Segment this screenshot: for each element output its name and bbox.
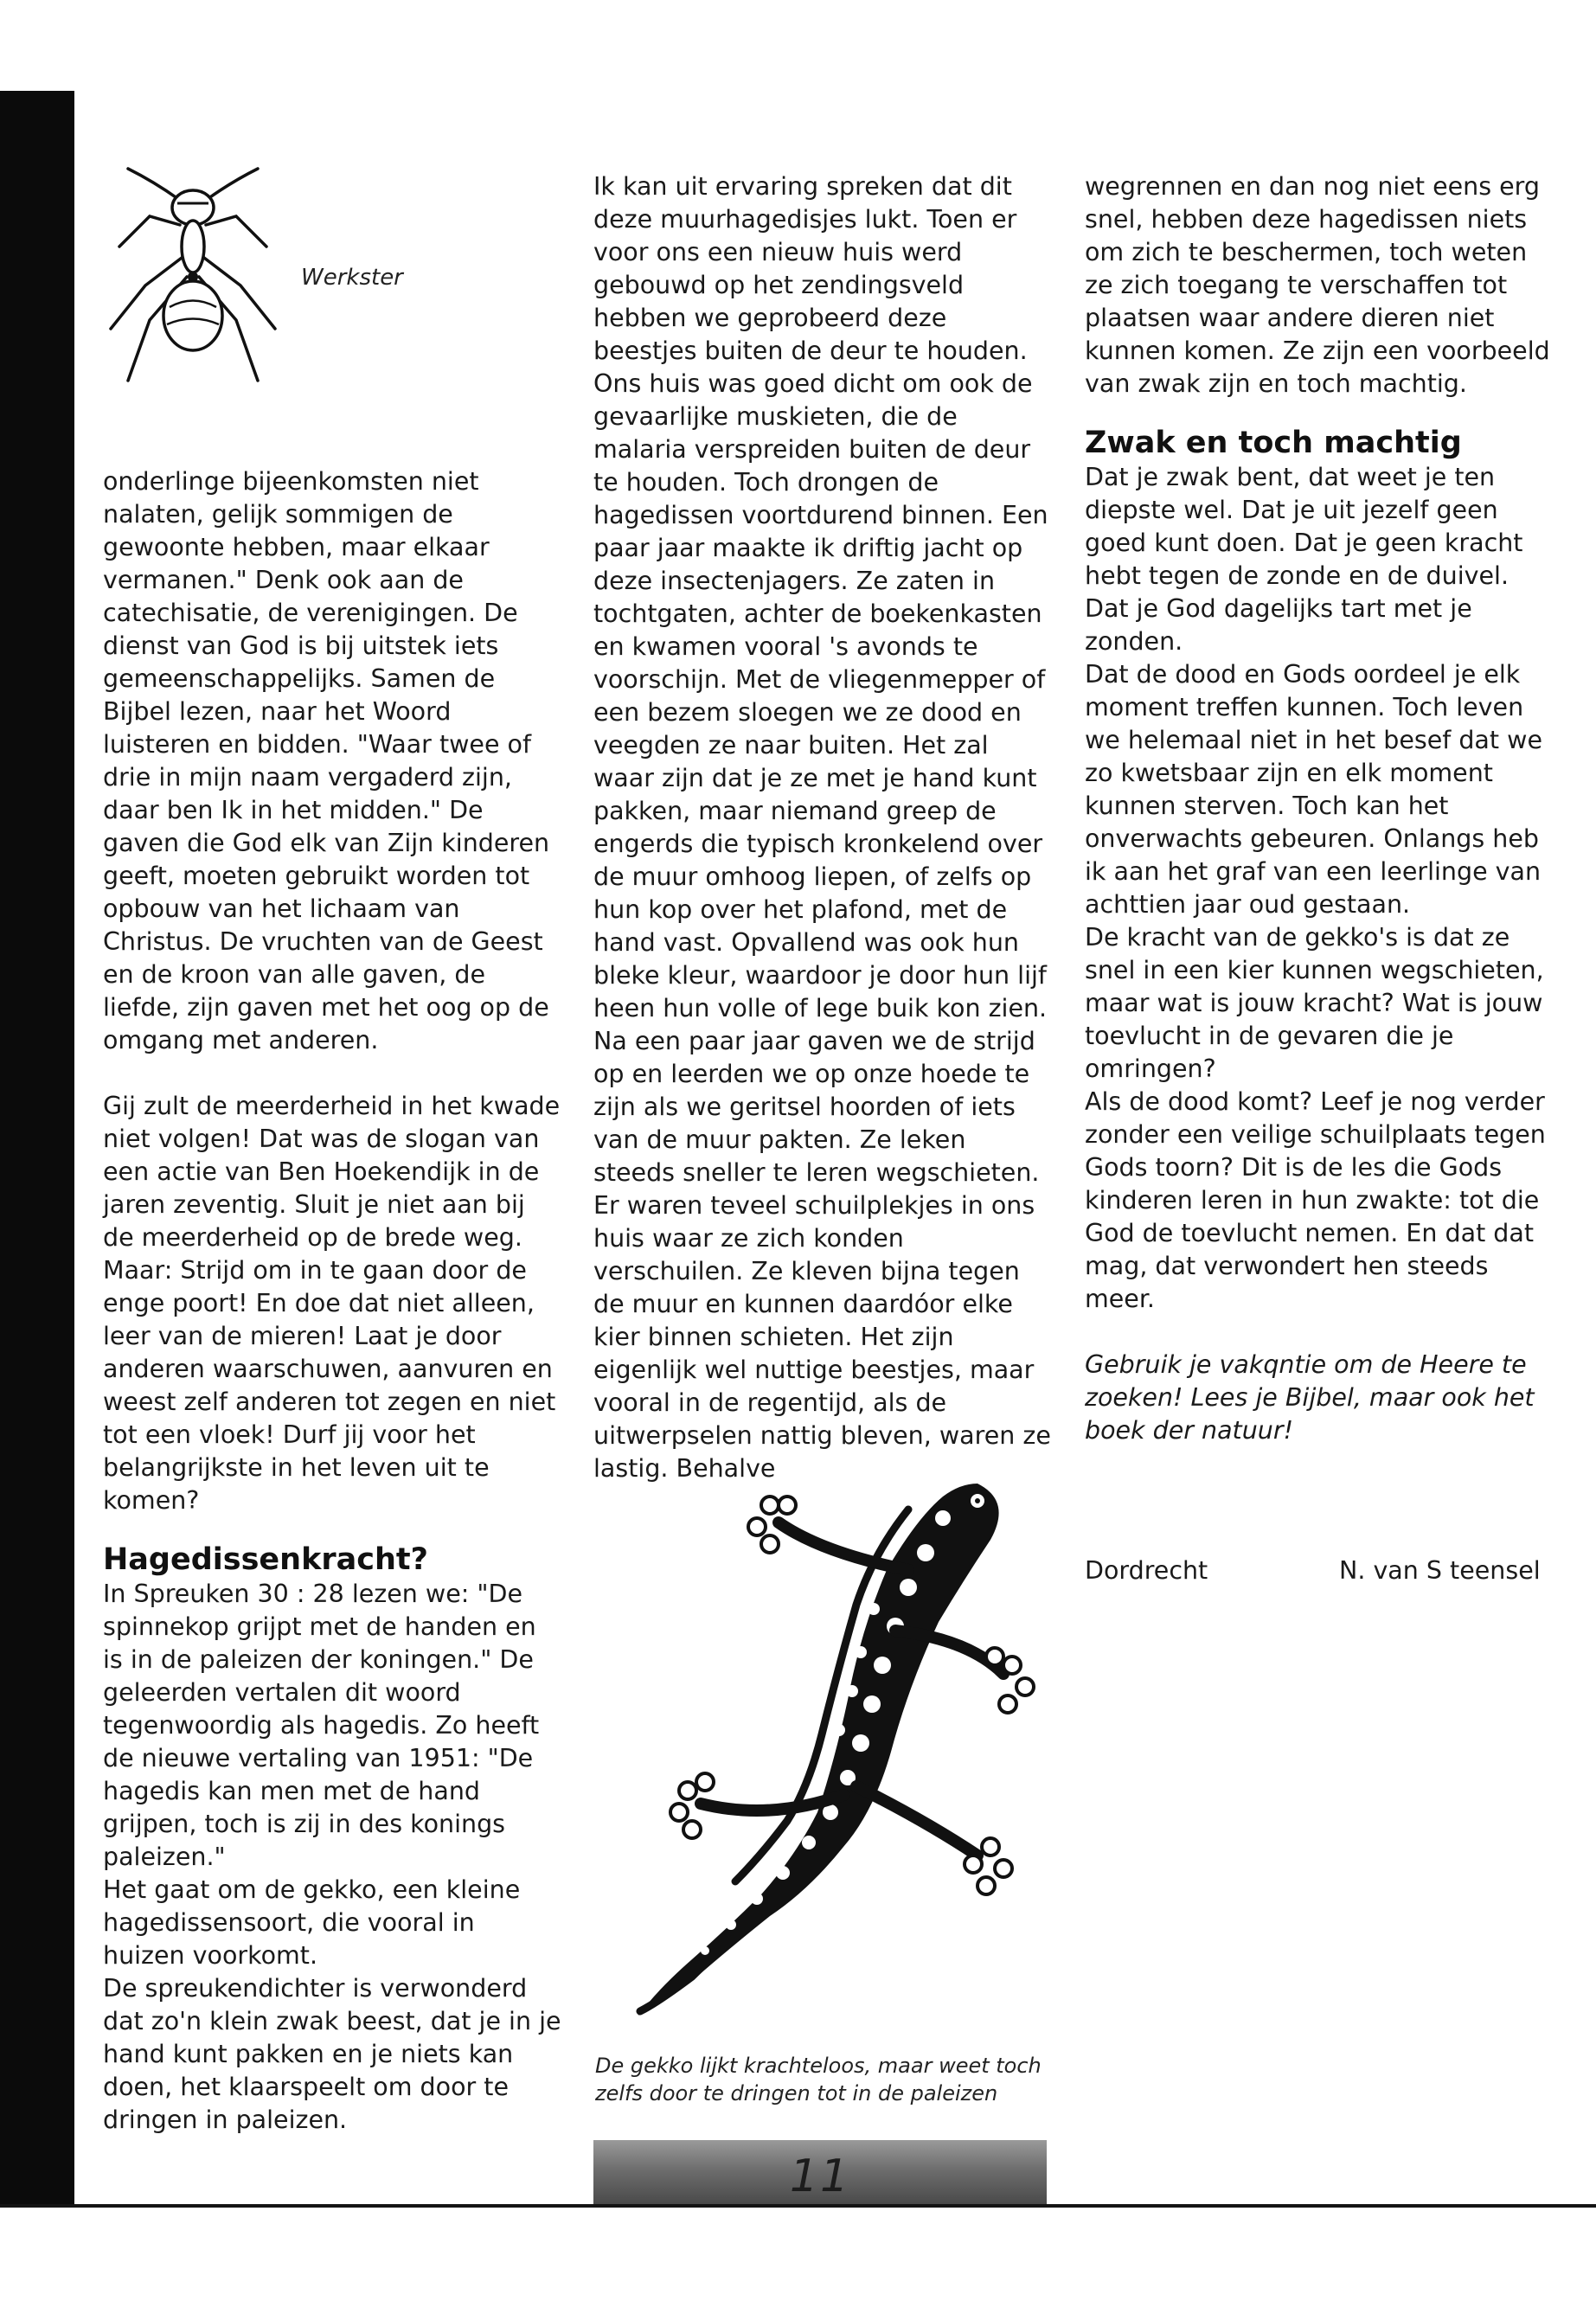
section-heading-zwak-en-toch-machtig: Zwak en toch machtig [1085, 426, 1462, 460]
paragraph: In Spreuken 30 : 28 lezen we: "De spinnekop grijpt met de handen en is in de paleizen der koningen." De geleerden vertalen dit woord tegenwoordig als hagedis. Zo heeft de nieuwe vertaling van 1951: "De hagedis kan men met de hand grijpen, toch is zij in des konings paleizen." [103, 1580, 540, 1871]
paragraph: wegrennen en dan nog niet eens erg snel, hebben deze hagedissen niets om zich te beschermen, toch weten ze zich toegang te verschaffen tot plaatsen waar andere dieren niet kunnen komen. Ze zijn een voorbeeld van zwak zijn en toch machtig. [1085, 172, 1550, 398]
gecko-illustration [597, 1458, 1047, 2020]
scan-edge-left [0, 91, 74, 2206]
paragraph: Ik kan uit ervaring spreken dat dit deze muurhagedisjes lukt. Toen er voor ons een nieuw huis werd gebouwd op het zendingsveld hebben we geprobeerd deze beestjes buiten de deur te houden. Ons huis was goed dicht om ook de gevaarlijke muskieten, die de malaria verspreiden buiten de deur te houden. Toch drongen de hagedissen voortdurend binnen. Een paar jaar maakte ik driftig jacht op deze insectenjagers. Ze zaten in tochtgaten, achter de boekenkasten en kwamen vooral 's avonds te voorschijn. Met de vliegenmepper of een bezem sloegen we ze dood en veegden ze naar buiten. Het zal waar zijn dat je ze met je hand kunt pakken, maar niemand greep de engerds die typisch kronkelend over de muur omhoog liepen, of zelfs op hun kop over het plafond, met de hand vast. Opvallend was ook hun bleke kleur, waardoor je door hun lijf heen hun volle of lege buik kon zien. Na een paar jaar gaven we de strijd op en leerden we op onze hoede te zijn als we geritsel hoorden of iets van de muur pakten. Ze leken steeds sneller te leren wegschieten. Er waren teveel schuilplekjes in ons huis waar ze zich konden verschuilen. Ze kleven bijna tegen de muur en kunnen daardóor elke kier binnen schieten. Het zijn eigenlijk wel nuttige beestjes, maar vooral in de regentijd, als de uitwerpselen nattig bleven, waren ze lastig. Behalve [593, 172, 1051, 1483]
scan-edge-bottom [0, 2204, 1596, 2208]
paragraph: Als de dood komt? Leef je nog verder zonder een veilige schuilplaats tegen Gods toorn? Dit is de les die Gods kinderen leren in hun zwakte: tot die God de toevlucht nemen. En dat dat mag, dat verwondert hen steeds meer. [1085, 1087, 1546, 1313]
signoff-city: Dordrecht [1085, 1556, 1208, 1585]
column-2 [593, 170, 1052, 1485]
worker-ant-illustration [102, 164, 284, 389]
signoff-author: N. van S teensel [1339, 1556, 1541, 1585]
paragraph: De spreukendichter is verwonderd dat zo'n klein zwak beest, dat je in je hand kunt pakken en je niets kan doen, het klaarspeelt om door te dringen in paleizen. [103, 1974, 561, 2134]
column-3 [1085, 170, 1552, 1447]
page-number: 11 [789, 2150, 851, 2202]
ant-caption: Werkster [301, 265, 403, 291]
page-footer-bar [593, 2140, 1047, 2204]
paragraph: De kracht van de gekko's is dat ze snel in een kier kunnen wegschieten, maar wat is jouw kracht? Wat is jouw toevlucht in de gevaren die je omringen? [1085, 923, 1544, 1083]
paragraph: Het gaat om de gekko, een kleine hagedissensoort, die vooral in huizen voorkomt. [103, 1875, 521, 1970]
closing-exhortation: Gebruik je vakqntie om de Heere te zoeken! Lees je Bijbel, maar ook het boek der natuur! [1085, 1350, 1535, 1445]
paragraph: Dat je zwak bent, dat weet je ten diepste wel. Dat je uit jezelf geen goed kunt doen. Dat je geen kracht hebt tegen de zonde en de duivel. Dat je God dagelijks tart met je zonden. [1085, 463, 1523, 656]
paragraph: Dat de dood en Gods oordeel je elk moment treffen kunnen. Toch leven we helemaal niet in het besef dat we zo kwetsbaar zijn en elk moment kunnen sterven. Toch kan het onverwachts gebeuren. Onlangs heb ik aan het graf van een leerlinge van achttien jaar oud gestaan. [1085, 660, 1542, 919]
gecko-caption: De gekko lijkt krachteloos, maar weet toch zelfs door te dringen tot in de paleizen [595, 2054, 1042, 2106]
column-1 [103, 465, 561, 2137]
paragraph: onderlinge bijeenkomsten niet nalaten, gelijk sommigen de gewoonte hebben, maar elkaar vermanen." Denk ook aan de catechisatie, de verenigingen. De dienst van God is bij uitstek iets gemeenschappelijks. Samen de Bijbel lezen, naar het Woord luisteren en bidden. "Waar twee of drie in mijn naam vergaderd zijn, daar ben Ik in het midden." De gaven die God elk van Zijn kinderen geeft, moeten gebruikt worden tot opbouw van het lichaam van Christus. De vruchten van de Geest en de kroon van alle gaven, de liefde, zijn gaven met het oog op de omgang met anderen. [103, 467, 550, 1054]
paragraph: Gij zult de meerderheid in het kwade niet volgen! Dat was de slogan van een actie van Ben Hoekendijk in de jaren zeventig. Sluit je niet aan bij de meerderheid op de brede weg. Maar: Strijd om in te gaan door de enge poort! En doe dat niet alleen, leer van de mieren! Laat je door anderen waarschuwen, aanvuren en weest zelf anderen tot zegen en niet tot een vloek! Durf jij voor het belangrijkste in het leven uit te komen? [103, 1092, 561, 1515]
section-heading-hagedissenkracht: Hagedissenkracht? [103, 1542, 428, 1577]
